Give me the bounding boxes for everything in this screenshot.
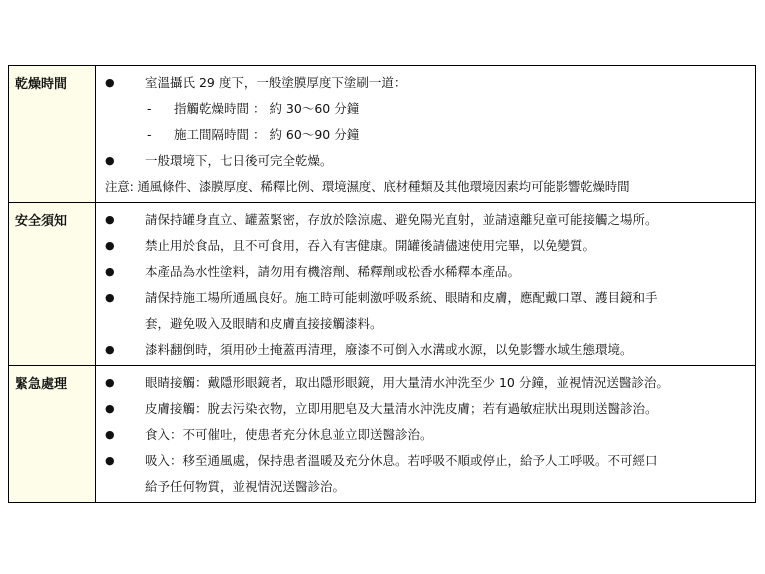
list-item-text: 眼睛接觸：戴隱形眼鏡者，取出隱形眼鏡，用大量清水沖洗至少 10 分鐘，並視情況送醫診治。 xyxy=(145,375,669,390)
section-label-drying-time: 乾燥時間 xyxy=(9,66,96,203)
bullet-icon: ● xyxy=(105,239,115,252)
note-line xyxy=(96,174,755,200)
list-item xyxy=(96,233,755,259)
list-item xyxy=(96,285,755,311)
list-item xyxy=(96,337,755,363)
section-row-safety xyxy=(9,203,756,366)
sub-list-item xyxy=(96,96,755,122)
dash-icon: - xyxy=(147,101,152,116)
list-item-text: 吸入：移至通風處，保持患者溫暖及充分休息。若呼吸不順或停止，給予人工呼吸。不可經口 xyxy=(145,453,658,468)
list-item-text: 給予任何物質，並視情況送醫診治。 xyxy=(145,479,346,494)
list-item-text: 禁止用於食品，且不可食用，吞入有害健康。開罐後請儘速使用完畢，以免變質。 xyxy=(145,238,596,253)
bullet-icon: ● xyxy=(105,291,115,304)
list-item-continuation xyxy=(96,474,755,500)
bullet-icon: ● xyxy=(105,265,115,278)
bullet-icon: ● xyxy=(105,76,115,89)
section-label-emergency: 緊急處理 xyxy=(9,366,96,503)
list-item-text: 請保持罐身直立、罐蓋緊密，存放於陰涼處、避免陽光直射，並請遠離兒童可能接觸之場所。 xyxy=(145,212,658,227)
list-item-text: 本產品為水性塗料，請勿用有機溶劑、稀釋劑或松香水稀釋本產品。 xyxy=(145,264,521,279)
list-item-text: 室溫攝氏 29 度下，一般塗膜厚度下塗刷一道： xyxy=(145,75,407,90)
bullet-icon: ● xyxy=(105,213,115,226)
bullet-icon: ● xyxy=(105,428,115,441)
list-item xyxy=(96,259,755,285)
list-item-text: 請保持施工場所通風良好。施工時可能刺激呼吸系統、眼睛和皮膚，應配戴口罩、護目鏡和手 xyxy=(145,290,658,305)
product-info-table xyxy=(8,65,756,503)
list-item xyxy=(96,448,755,474)
section-content-drying-time xyxy=(96,66,756,203)
section-row-drying-time xyxy=(9,66,756,203)
list-item-continuation xyxy=(96,311,755,337)
list-item xyxy=(96,207,755,233)
sub-list-item-text: 施工間隔時間 ： 約 60～90 分鐘 xyxy=(174,127,360,142)
list-item xyxy=(96,396,755,422)
dash-icon: - xyxy=(147,127,152,142)
list-item-text: 漆料翻倒時，須用砂土掩蓋再清理，廢漆不可倒入水溝或水源，以免影響水域生態環境。 xyxy=(145,342,633,357)
list-item xyxy=(96,148,755,174)
bullet-icon: ● xyxy=(105,402,115,415)
section-content-safety xyxy=(96,203,756,366)
sub-list-item xyxy=(96,122,755,148)
list-item-text: 套，避免吸入及眼睛和皮膚直接接觸漆料。 xyxy=(145,316,383,331)
note-text: 注意: 通風條件、漆膜厚度、稀釋比例、環境濕度、底材種類及其他環境因素均可能影響乾燥時間 xyxy=(105,179,630,194)
section-label-safety: 安全須知 xyxy=(9,203,96,366)
list-item xyxy=(96,70,755,96)
section-content-emergency xyxy=(96,366,756,503)
bullet-icon: ● xyxy=(105,343,115,356)
list-item-text: 一般環境下，七日後可完全乾燥。 xyxy=(145,153,333,168)
bullet-icon: ● xyxy=(105,454,115,467)
list-item xyxy=(96,422,755,448)
list-item xyxy=(96,370,755,396)
sub-list-item-text: 指觸乾燥時間 ： 約 30～60 分鐘 xyxy=(174,101,360,116)
list-item-text: 皮膚接觸：脫去污染衣物，立即用肥皂及大量清水沖洗皮膚；若有過敏症狀出現則送醫診治。 xyxy=(145,401,658,416)
bullet-icon: ● xyxy=(105,376,115,389)
list-item-text: 食入：不可催吐，使患者充分休息並立即送醫診治。 xyxy=(145,427,433,442)
section-row-emergency xyxy=(9,366,756,503)
bullet-icon: ● xyxy=(105,154,115,167)
